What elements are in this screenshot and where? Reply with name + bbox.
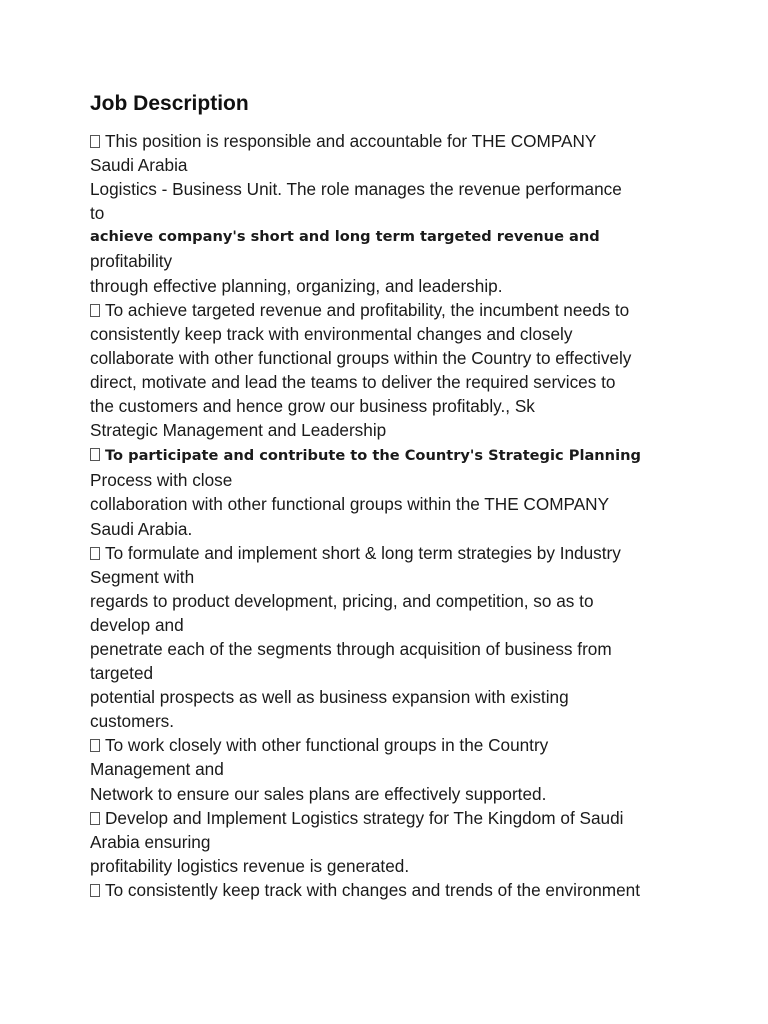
text-line: To formulate and implement short & long term strategies by Industry [90,541,730,565]
text-line: collaborate with other functional groups within the Country to effectively [90,347,632,368]
text-line: Saudi Arabia. [90,518,193,539]
text-line: profitability logistics revenue is generated. [90,855,410,876]
text-line: the customers and hence grow our business profitably., Sk [90,396,535,417]
text-line: Arabia ensuring [90,831,211,852]
document-title: Job Description [90,92,249,115]
bullet-icon [90,884,100,897]
text-line: targeted [90,663,154,684]
text-line: To participate and contribute to the Country's Strategic Planning [90,442,730,468]
text-line: To work closely with other functional groups in the Country [90,733,730,757]
document-page [90,89,730,902]
bullet-icon [90,448,100,461]
text-line: To consistently keep track with changes and trends of the environment [90,878,730,902]
text-line: profitability [90,251,173,272]
text-line: direct, motivate and lead the teams to deliver the required services to [90,371,616,392]
bullet-icon [90,547,100,560]
text-line: to [90,203,105,224]
bullet-icon [90,135,100,148]
text-line: through effective planning, organizing, and leadership. [90,275,503,296]
text-line: To achieve targeted revenue and profitability, the incumbent needs to [90,298,730,322]
text-line: Network to ensure our sales plans are effectively supported. [90,783,547,804]
text-line: potential prospects as well as business expansion with existing [90,687,569,708]
text-line: consistently keep track with environmental changes and closely [90,323,573,344]
text-line: Saudi Arabia [90,155,188,176]
bullet-icon [90,739,100,752]
text-line: Develop and Implement Logistics strategy for The Kingdom of Saudi [90,806,730,830]
text-line: Logistics - Business Unit. The role manages the revenue performance [90,179,622,200]
document-body [90,129,730,902]
text-line: customers. [90,711,175,732]
bullet-icon [90,304,100,317]
text-line: regards to product development, pricing, and competition, so as to [90,590,594,611]
text-line: This position is responsible and accountable for THE COMPANY [90,129,730,153]
text-line: collaboration with other functional groups within the THE COMPANY [90,494,610,515]
text-line: Segment with [90,566,195,587]
text-line: Process with close [90,470,233,491]
text-line: achieve company's short and long term targeted revenue and [90,228,600,246]
bullet-icon [90,812,100,825]
text-line: Strategic Management and Leadership [90,420,387,441]
text-line: penetrate each of the segments through acquisition of business from [90,638,612,659]
text-line: develop and [90,614,184,635]
text-line: Management and [90,759,224,780]
